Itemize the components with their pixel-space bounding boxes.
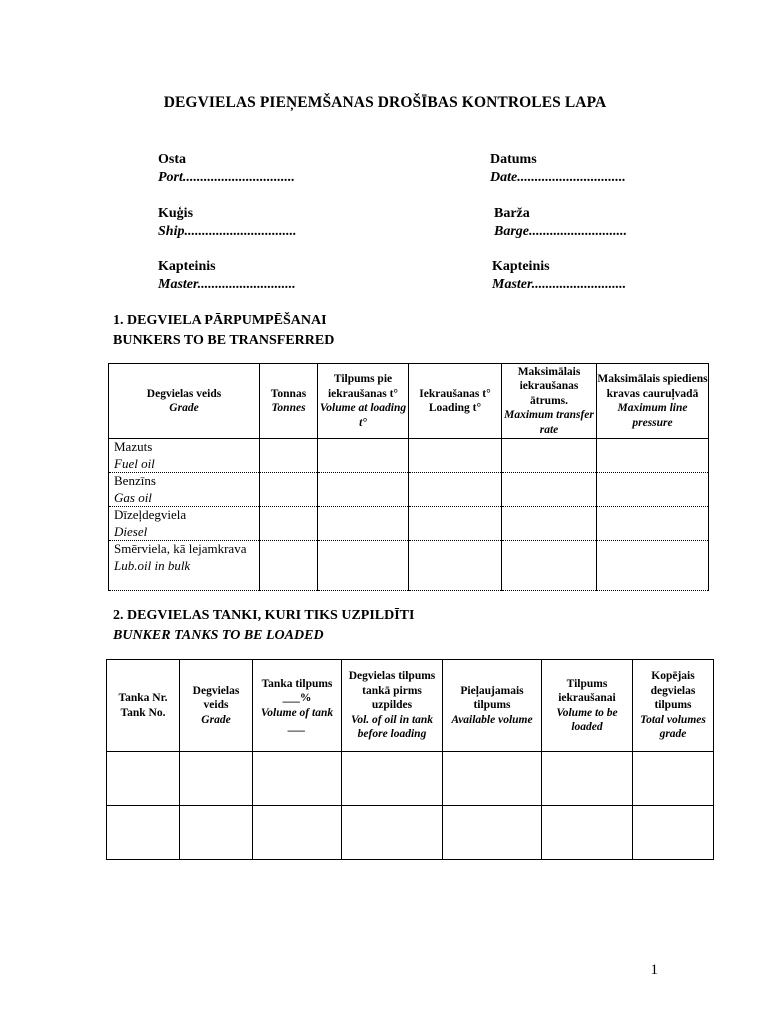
cell[interactable] bbox=[502, 473, 597, 507]
cell[interactable] bbox=[597, 473, 709, 507]
cell[interactable] bbox=[318, 507, 409, 541]
master-right-label-en: Master........................... bbox=[492, 277, 627, 292]
ship-label-en: Ship................................ bbox=[158, 224, 297, 239]
section1-heading bbox=[113, 311, 334, 351]
cell[interactable] bbox=[107, 806, 180, 860]
cell[interactable] bbox=[260, 473, 318, 507]
cell[interactable] bbox=[260, 541, 318, 591]
header-volume-at-loading: Tilpums pie iekraušanas t° Volume at loading t° bbox=[318, 364, 409, 439]
cell[interactable] bbox=[180, 752, 253, 806]
cell[interactable] bbox=[342, 752, 443, 806]
cell[interactable] bbox=[443, 752, 542, 806]
header-tonnes: Tonnas Tonnes bbox=[260, 364, 318, 439]
header-total-volumes: Kopējais degvielas tilpums Total volumes grade bbox=[633, 660, 714, 752]
cell[interactable] bbox=[502, 439, 597, 473]
barge-field bbox=[494, 205, 627, 241]
cell[interactable] bbox=[597, 507, 709, 541]
cell[interactable] bbox=[253, 752, 342, 806]
date-label-en: Date............................... bbox=[490, 170, 626, 185]
row-label: Dīzeļdegviela Diesel bbox=[109, 507, 260, 541]
header-max-line-pressure: Maksimālais spiediens kravas cauruļvadā Maximum line pressure bbox=[597, 364, 709, 439]
header-tank-no: Tanka Nr. Tank No. bbox=[107, 660, 180, 752]
date-label-lv: Datums bbox=[490, 152, 537, 167]
page-number: 1 bbox=[650, 962, 658, 978]
master-left-field bbox=[158, 258, 296, 294]
table-row bbox=[109, 507, 709, 541]
cell[interactable] bbox=[409, 541, 502, 591]
cell[interactable] bbox=[318, 541, 409, 591]
cell[interactable] bbox=[180, 806, 253, 860]
cell[interactable] bbox=[597, 541, 709, 591]
bunkers-table bbox=[108, 363, 709, 591]
barge-label-en: Barge............................ bbox=[494, 224, 627, 239]
header-max-transfer-rate: Maksimālais iekraušanas ātrums. Maximum transfer rate bbox=[502, 364, 597, 439]
date-field bbox=[490, 151, 626, 187]
cell[interactable] bbox=[542, 752, 633, 806]
section2-title-en: BUNKER TANKS TO BE LOADED bbox=[113, 628, 324, 643]
cell[interactable] bbox=[260, 507, 318, 541]
master-left-label-lv: Kapteinis bbox=[158, 259, 216, 274]
section1-title-en: BUNKERS TO BE TRANSFERRED bbox=[113, 333, 335, 348]
table-row bbox=[109, 473, 709, 507]
port-label-lv: Osta bbox=[158, 152, 186, 167]
row-label: Benzīns Gas oil bbox=[109, 473, 260, 507]
cell[interactable] bbox=[318, 439, 409, 473]
header-loading-temp: Iekraušanas t° Loading t° bbox=[409, 364, 502, 439]
table-row bbox=[107, 752, 714, 806]
master-right-label-lv: Kapteinis bbox=[492, 259, 550, 274]
cell[interactable] bbox=[443, 806, 542, 860]
cell[interactable] bbox=[597, 439, 709, 473]
bunker-tanks-table bbox=[106, 659, 714, 860]
cell[interactable] bbox=[260, 439, 318, 473]
cell[interactable] bbox=[253, 806, 342, 860]
port-label-en: Port................................ bbox=[158, 170, 295, 185]
header-volume-to-load: Tilpums iekraušanai Volume to be loaded bbox=[542, 660, 633, 752]
section2-title-lv: 2. DEGVIELAS TANKI, KURI TIKS UZPILDĪTI bbox=[113, 608, 415, 623]
table-row bbox=[109, 541, 709, 591]
header-available-volume: Pieļaujamais tilpums Available volume bbox=[443, 660, 542, 752]
table-row bbox=[107, 806, 714, 860]
cell[interactable] bbox=[633, 752, 714, 806]
cell[interactable] bbox=[318, 473, 409, 507]
cell[interactable] bbox=[409, 473, 502, 507]
cell[interactable] bbox=[542, 806, 633, 860]
cell[interactable] bbox=[502, 507, 597, 541]
table-row bbox=[109, 439, 709, 473]
section2-heading bbox=[113, 606, 414, 646]
master-left-label-en: Master............................ bbox=[158, 277, 296, 292]
ship-label-lv: Kuģis bbox=[158, 206, 194, 221]
cell[interactable] bbox=[502, 541, 597, 591]
cell[interactable] bbox=[107, 752, 180, 806]
cell[interactable] bbox=[409, 507, 502, 541]
header-grade: Degvielas veids Grade bbox=[180, 660, 253, 752]
ship-field bbox=[158, 205, 296, 241]
port-field bbox=[158, 151, 295, 187]
header-grade: Degvielas veids Grade bbox=[109, 364, 260, 439]
cell[interactable] bbox=[633, 806, 714, 860]
barge-label-lv: Barža bbox=[494, 206, 530, 221]
page-title: DEGVIELAS PIEŅEMŠANAS DROŠĪBAS KONTROLES LAPA bbox=[163, 94, 607, 111]
row-label: Smērviela, kā lejamkrava Lub.oil in bulk bbox=[109, 541, 260, 591]
row-label: Mazuts Fuel oil bbox=[109, 439, 260, 473]
cell[interactable] bbox=[342, 806, 443, 860]
header-oil-before-loading: Degvielas tilpums tankā pirms uzpildes Vol. of oil in tank before loading bbox=[342, 660, 443, 752]
cell[interactable] bbox=[409, 439, 502, 473]
master-right-field bbox=[492, 258, 626, 294]
header-tank-volume: Tanka tilpums ___% Volume of tank ___ bbox=[253, 660, 342, 752]
section1-title-lv: 1. DEGVIELA PĀRPUMPĒŠANAI bbox=[113, 313, 327, 328]
